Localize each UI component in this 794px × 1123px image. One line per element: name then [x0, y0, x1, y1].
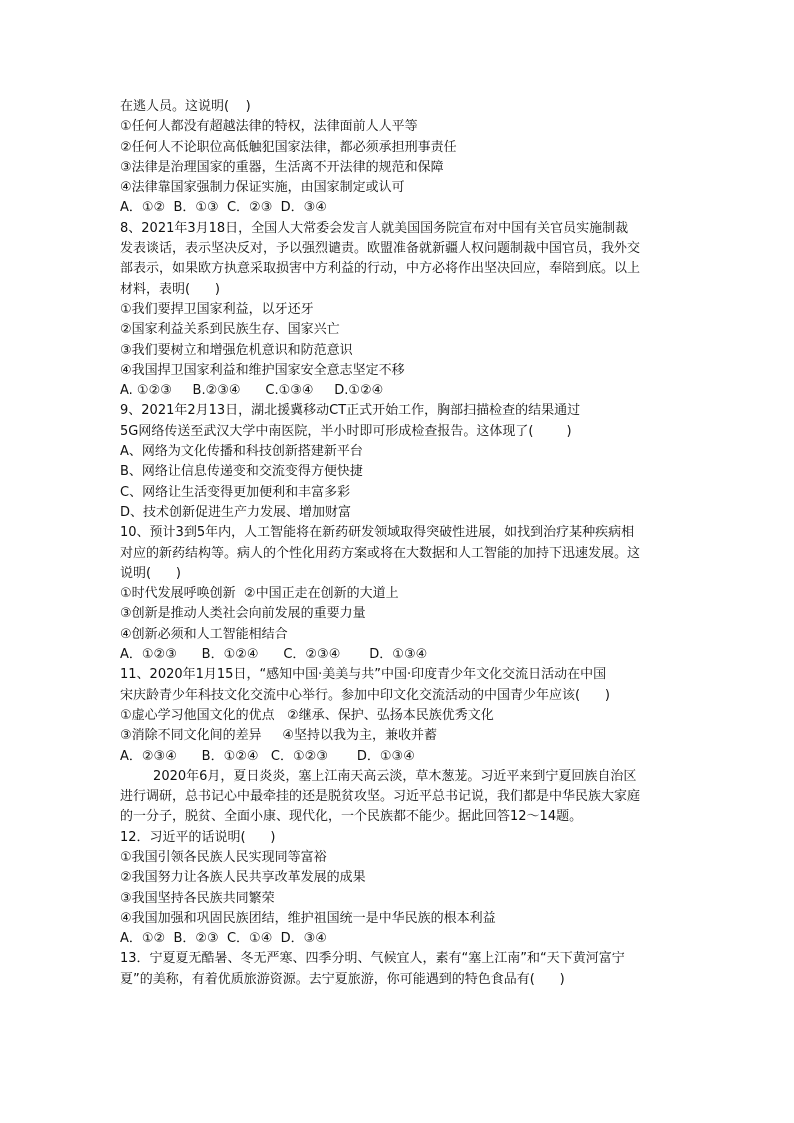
- text-line: 对应的新药结构等。病人的个性化用药方案或将在大数据和人工智能的加持下迅速发展。这: [120, 545, 641, 561]
- text-line: 12．习近平的话说明( ): [120, 829, 276, 845]
- text-line: ③消除不同文化间的差异 ④坚持以我为主，兼收并蓄: [120, 728, 437, 744]
- text-line: 的一分子，脱贫、全面小康、现代化，一个民族都不能少。据此回答12～14题。: [120, 809, 583, 825]
- text-line: ①我国引领各民族人民实现同等富裕: [120, 849, 327, 865]
- text-line: 宋庆龄青少年科技文化交流中心举行。参加中印文化交流活动的中国青少年应该( ): [120, 687, 610, 703]
- text-line: A、网络为文化传播和科技创新搭建新平台: [120, 444, 363, 460]
- text-line: A．②③④ B．①②④ C．①②③ D．①③④: [120, 748, 415, 764]
- text-line: 11、2020年1月15日，“感知中国·美美与共”中国·印度青少年文化交流日活动在中国: [120, 667, 607, 683]
- text-line: ③我们要树立和增强危机意识和防范意识: [120, 342, 353, 358]
- text-line: D、技术创新促进生产力发展、增加财富: [120, 504, 352, 520]
- text-line: ③我国坚持各民族共同繁荣: [120, 890, 275, 906]
- text-line: ①时代发展呼唤创新 ②中国正走在创新的大道上: [120, 586, 399, 602]
- text-line: ③创新是推动人类社会向前发展的重要力量: [120, 606, 366, 622]
- text-line: 8、2021年3月18日，全国人大常委会发言人就美国国务院宣布对中国有关官员实施制裁: [120, 220, 629, 236]
- text-line: ①我们要捍卫国家利益，以牙还牙: [120, 301, 314, 317]
- text-line: 10、预计3到5年内，人工智能将在新药研发领域取得突破性进展，如找到治疗某种疾病相: [120, 525, 635, 541]
- text-line: 2020年6月，夏日炎炎，塞上江南天高云淡，草木葱茏。习近平来到宁夏回族自治区: [120, 768, 637, 784]
- text-line: 材料，表明( ): [120, 281, 220, 297]
- text-line: ②任何人不论职位高低触犯国家法律，都必须承担刑事责任: [120, 139, 457, 155]
- text-line: ②我国努力让各族人民共享改革发展的成果: [120, 870, 366, 886]
- text-line: 部表示，如果欧方执意采取损害中方利益的行动，中方必将作出坚决回应，奉陪到底。以上: [120, 261, 641, 277]
- text-line: ④法律靠国家强制力保证实施，由国家制定或认可: [120, 180, 405, 196]
- text-line: 9、2021年2月13日，湖北援冀移动CT正式开始工作，胸部扫描检查的结果通过: [120, 403, 581, 419]
- text-line: B、网络让信息传递变和交流变得方便快捷: [120, 464, 363, 480]
- text-line: A．①②③ B．①②④ C．②③④ D．①③④: [120, 647, 428, 663]
- text-line: 5G网络传送至武汉大学中南医院，半小时即可形成检查报告。这体现了( ): [120, 423, 572, 439]
- text-line: ①虚心学习他国文化的优点 ②继承、保护、弘扬本民族优秀文化: [120, 707, 494, 723]
- text-line: 13．宁夏夏无酷暑、冬无严寒、四季分明、气候宜人，素有“塞上江南”和“天下黄河富宁: [120, 951, 625, 967]
- text-line: ③法律是治理国家的重器，生活离不开法律的规范和保障: [120, 159, 444, 175]
- text-line: C、网络让生活变得更加便利和丰富多彩: [120, 484, 351, 500]
- text-line: ②国家利益关系到民族生存、国家兴亡: [120, 322, 340, 338]
- text-line: 发表谈话，表示坚决反对，予以强烈谴责。欧盟准备就新疆人权问题制裁中国官员，我外交: [120, 241, 641, 257]
- exam-page: [120, 97, 680, 990]
- text-line: 在逃人员。这说明( ): [120, 99, 251, 114]
- text-line: 进行调研，总书记心中最牵挂的还是脱贫攻坚。习近平总书记说，我们都是中华民族大家庭: [120, 789, 641, 805]
- text-line: 夏”的美称，有着优质旅游资源。去宁夏旅游，你可能遇到的特色食品有( ): [120, 971, 565, 987]
- text-line: ④我国捍卫国家利益和维护国家安全意志坚定不移: [120, 362, 405, 378]
- text-line: ④我国加强和巩固民族团结，维护祖国统一是中华民族的根本利益: [120, 910, 496, 926]
- text-line: A．①② B．①③ C．②③ D．③④: [120, 200, 327, 216]
- text-line: 说明( ): [120, 565, 181, 581]
- text-line: A．①② B．②③ C．①④ D．③④: [120, 931, 327, 947]
- text-line: ④创新必须和人工智能相结合: [120, 626, 288, 642]
- text-line: ①任何人都没有超越法律的特权，法律面前人人平等: [120, 119, 418, 135]
- text-line: A. ①②③ B.②③④ C.①③④ D.①②④: [120, 383, 384, 399]
